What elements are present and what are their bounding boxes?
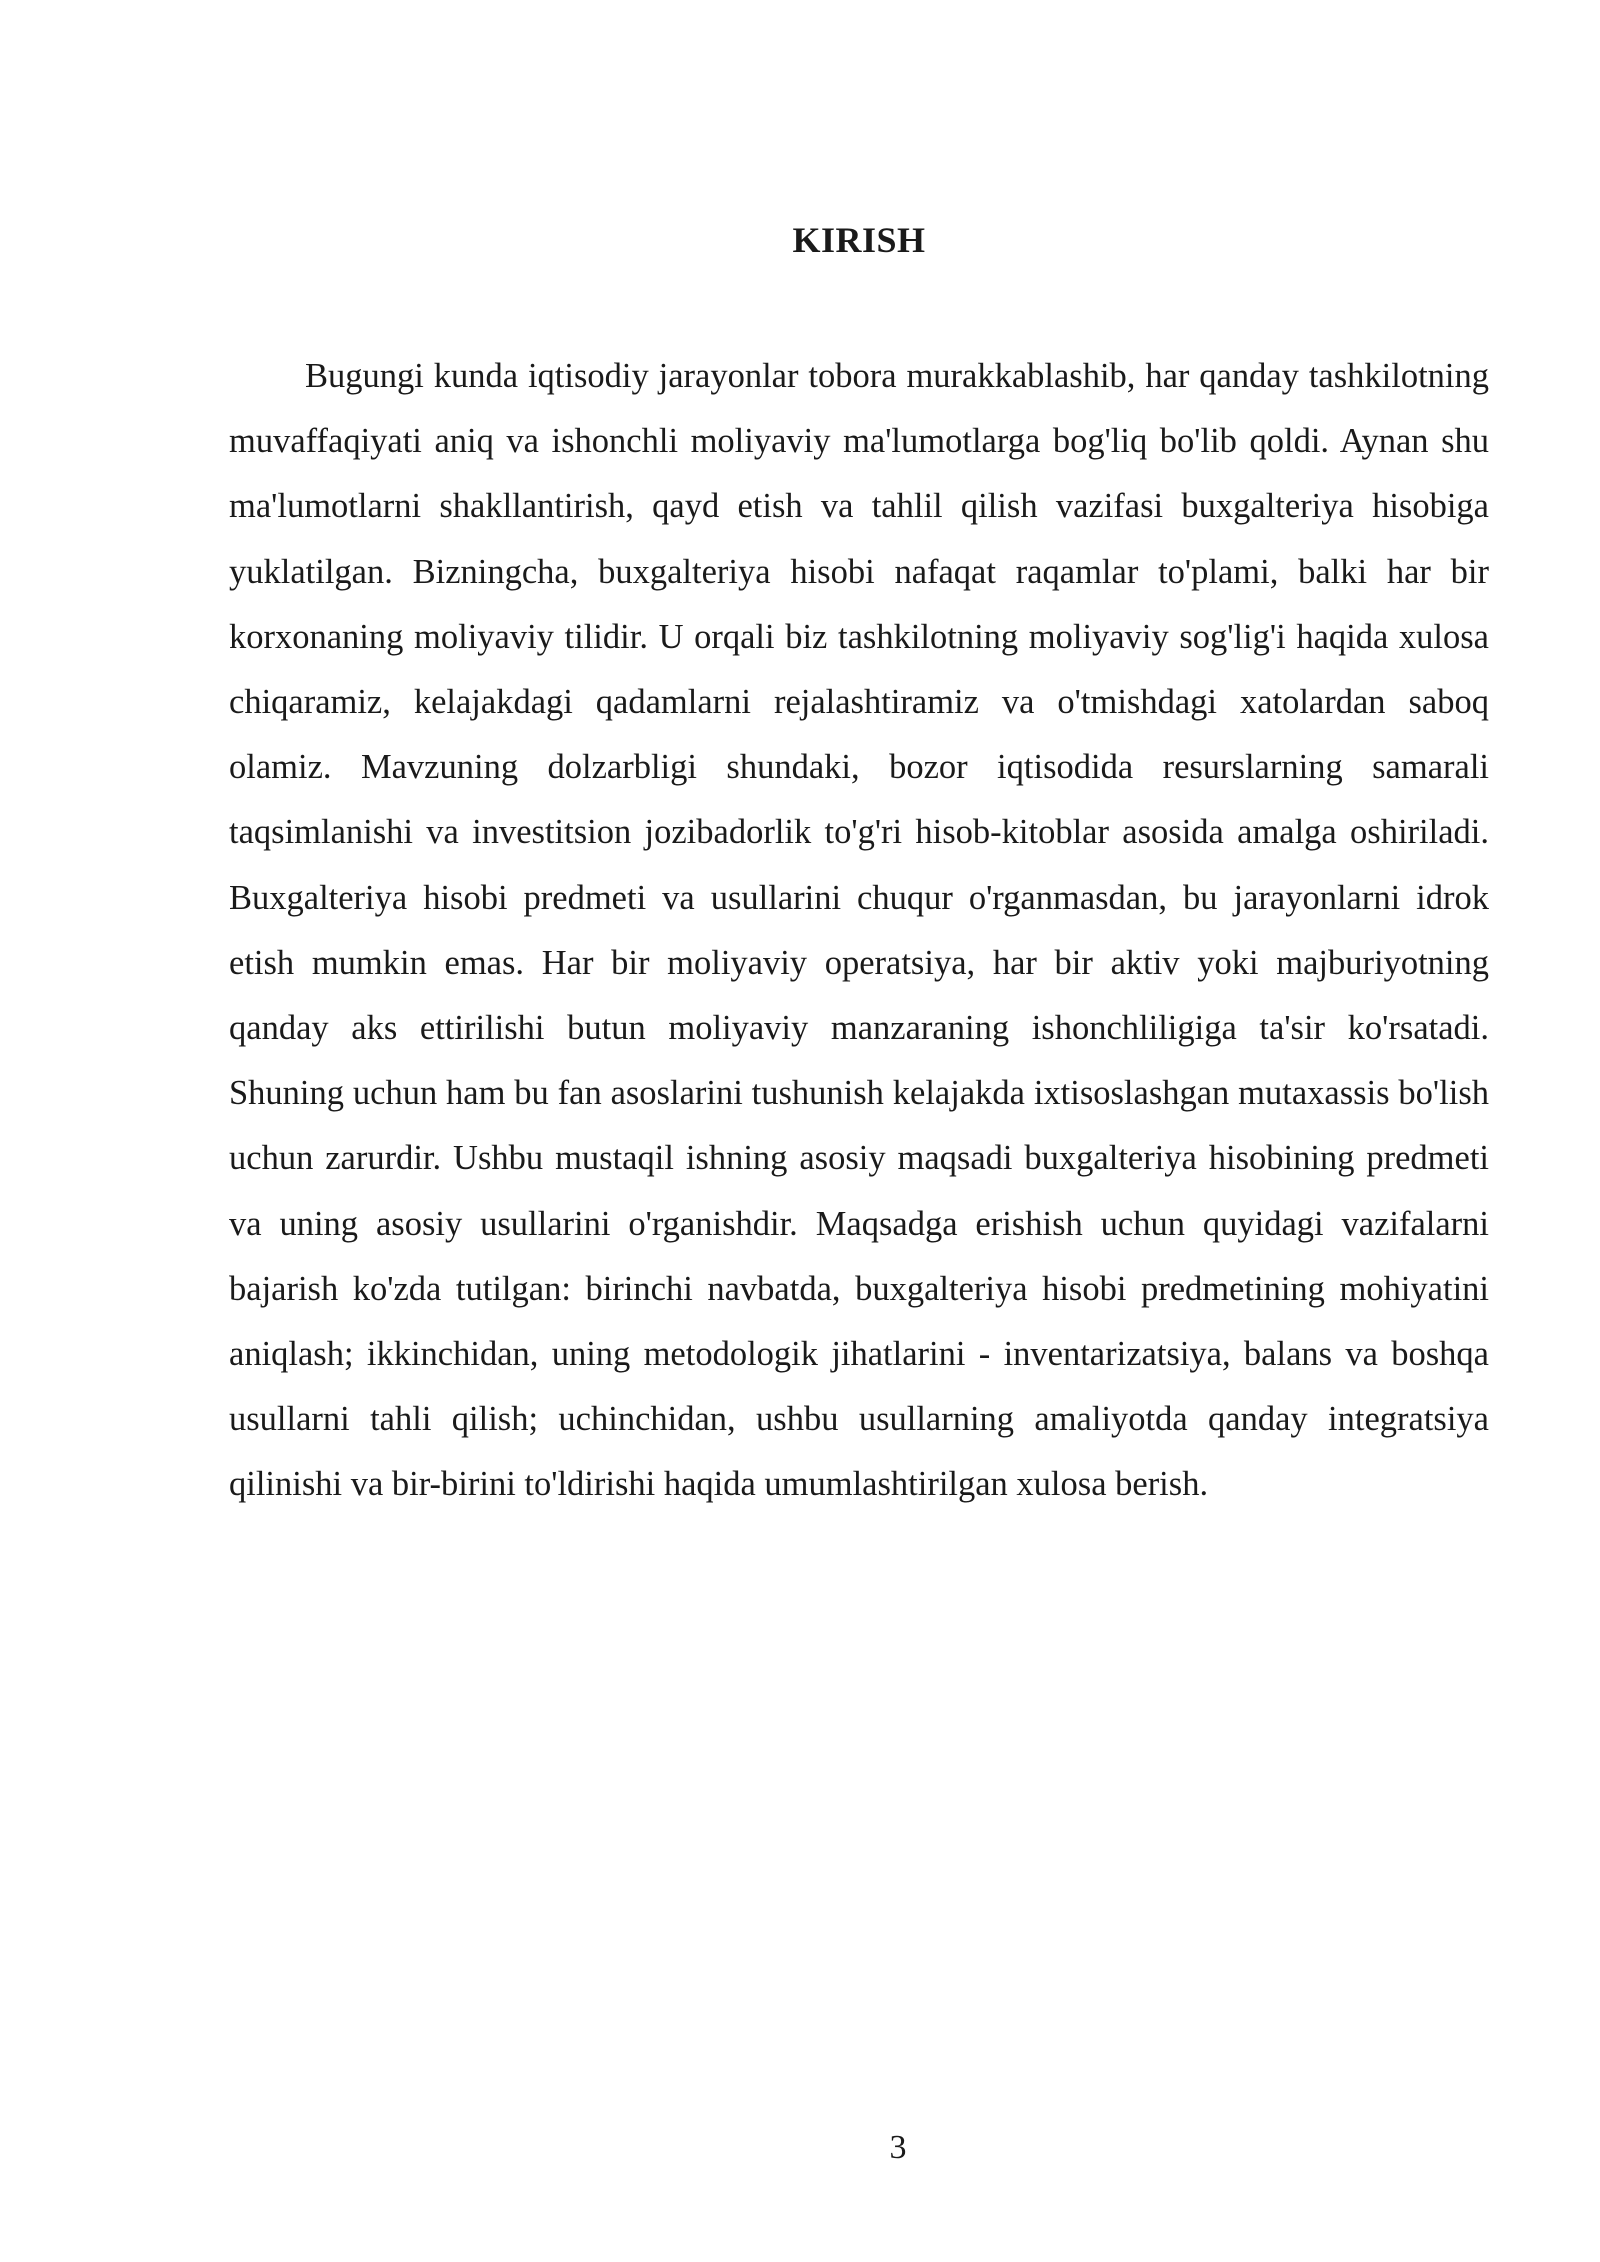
page-number: 3 xyxy=(889,2129,907,2166)
page-title: KIRISH xyxy=(792,220,926,260)
introduction-paragraph: Bugungi kunda iqtisodiy jarayonlar tobora murakkablashib, har qanday tashkilotning muvaffaqiyati aniq va ishonchli moliyaviy ma'lumotlarga bog'liq bo'lib qoldi. Aynan shu ma'lumotlarni shakllantirish, qayd etish va tahlil qilish vazifasi buxgalteriya hisobiga yuklatilgan. Bizningcha, buxgalteriya hisobi nafaqat raqamlar to'plami, balki har bir korxonaning moliyaviy tilidir. U orqali biz tashkilotning moliyaviy sog'lig'i haqida xulosa chiqaramiz, kelajakdagi qadamlarni rejalashtiramiz va o'tmishdagi xatolardan saboq olamiz. Mavzuning dolzarbligi shundaki, bozor iqtisodida resurslarning samarali taqsimlanishi va investitsion jozibadorlik to'g'ri hisob-kitoblar asosida amalga oshiriladi. Buxgalteriya hisobi predmeti va usullarini chuqur o'rganmasdan, bu jarayonlarni idrok etish mumkin emas. Har bir moliyaviy operatsiya, har bir aktiv yoki majburiyotning qanday aks ettirilishi butun moliyaviy manzaraning ishonchliligiga ta'sir ko'rsatadi. Shuning uchun ham bu fan asoslarini tushunish kelajakda ixtisoslashgan mutaxassis bo'lish uchun zarurdir. Ushbu mustaqil ishning asosiy maqsadi buxgalteriya hisobining predmeti va uning asosiy usullarini o'rganishdir. Maqsadga erishish uchun quyidagi vazifalarni bajarish ko'zda tutilgan: birinchi navbatda, buxgalteriya hisobi predmetining mohiyatini aniqlash; ikkinchidan, uning metodologik jihatlarini - inventarizatsiya, balans va boshqa usullarni tahli qilish; uchinchidan, ushbu usullarning amaliyotda qanday integratsiya qilinishi va bir-birini to'ldirishi haqida umumlashtirilgan xulosa berish. xyxy=(229,357,1489,1504)
